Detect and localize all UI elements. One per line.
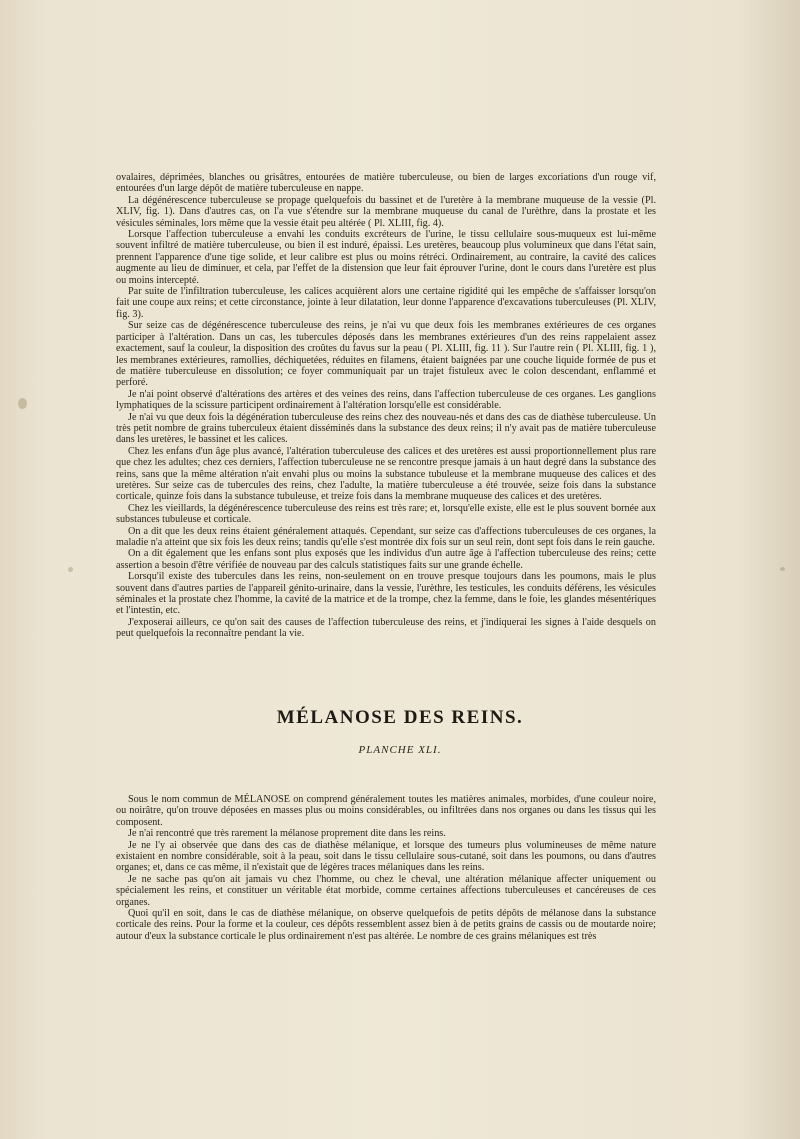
paragraph: Chez les vieillards, la dégénérescence tuberculeuse des reins est très rare; et, lorsqu'elle existe, elle est le plus souvent bornée aux substances tubuleuse et corticale. [116,502,656,526]
paragraph: On a dit que les deux reins étaient généralement attaqués. Cependant, sur seize cas d'affections tuberculeuses de ces organes, la maladie n'a atteint que six fois les deux reins; tandis qu'elle s'est montrée dix fois sur un seul rein, dont sept fois dans le rein gauche. [116,525,656,548]
paragraph: La dégénérescence tuberculeuse se propage quelquefois du bassinet et de l'uretère à la membrane muqueuse de la vessie (Pl. XLIV, fig. 1). Dans d'autres cas, on l'a vue s'étendre sur la membrane muqueuse du canal de l'urèthre, dans la prostate et les vésicules séminales, lors même que la vessie était peu altérée ( Pl. XLIII, fig. 4). [116,194,656,229]
paragraph: Sur seize cas de dégénérescence tuberculeuse des reins, je n'ai vu que deux fois les membranes extérieures de ces organes participer à l'altération. Dans un cas, les tubercules déposés dans les membranes extérieures d'un des reins rappelaient assez exactement, sauf la couleur, la disposition des croûtes du favus sur la peau ( Pl. XLIII, fig. 11 ). Sur l'autre rein ( Pl. XLIII, fig. 1 ), les membranes extérieures, ramollies, déchiquetées, réduites en filamens, étaient baignées par une couche liquide formée de pus et de matière tuberculeuse en dissolution; ce foyer communiquait par un trajet fistuleux avec le colon descendant, enflammé et perforé. [116,320,656,389]
paragraph: Lorsque l'affection tuberculeuse a envahi les conduits excréteurs de l'urine, le tissu cellulaire sous-muqueux est lui-même souvent infiltré de matière tuberculeuse, ou bien il est induré, épaissi. Les uretères, beaucoup plus volumineux que dans l'état sain, prennent l'apparence d'une tige solide, et leur calibre est plus ou moins rétréci. Ordinairement, au contraire, la cavité des calices augmente au lieu de diminuer, et cela, par l'effet de la distension que leur fait éprouver l'urine, dont le cours dans l'uretère est plus ou moins intercepté. [116,229,656,286]
paragraph: Quoi qu'il en soit, dans le cas de diathèse mélanique, on observe quelquefois de petits dépôts de mélanose dans la substance corticale des reins. Pour la forme et la couleur, ces dépôts ressemblent assez bien à de petits grains de cassis ou de moutarde noire; autour d'eux la substance corticale le plus ordinairement n'est pas altérée. Le nombre de ces grains mélaniques est très [116,908,656,942]
paragraph: Je ne l'y ai observée que dans des cas de diathèse mélanique, et lorsque des tumeurs plus volumineuses de même nature existaient en nombre considérable, soit à la peau, soit dans le tissu cellulaire sous-cutané, soit dans les poumons, ou dans d'autres organes; et, dans ce cas même, il n'existait que de légères traces mélaniques dans les reins. [116,839,656,874]
paragraph: Je n'ai vu que deux fois la dégénération tuberculeuse des reins chez des nouveau-nés et dans des cas de diathèse tuberculeuse. Un très petit nombre de grains tuberculeux étaient disséminés dans la substance des deux reins; il n'y avait pas de matière tuberculeuse dans les uretères, le bassinet et les calices. [116,411,656,446]
paragraph: ovalaires, déprimées, blanches ou grisâtres, entourées de matière tuberculeuse, ou bien de larges excoriations d'un rouge vif, entourées d'un large dépôt de matière tuberculeuse en nappe. [116,172,656,195]
paragraph: On a dit également que les enfans sont plus exposés que les individus d'un autre âge à l'affection tuberculeuse des reins; cette assertion a besoin d'être vérifiée de nouveau par des calculs statistiques faits sur une grande échelle. [116,548,656,571]
paragraph: Lorsqu'il existe des tubercules dans les reins, non-seulement on en trouve presque toujours dans les poumons, mais le plus souvent dans d'autres parties de l'appareil génito-urinaire, dans la vessie, l'urèthre, les testicules, les conduits déférens, les vésicules séminales et la prostate chez l'homme, la cavité de la matrice et de la trompe, chez la femme, dans le foie, les glandes mésentériques et l'intestin, etc. [116,571,656,617]
plate-reference: PLANCHE XLI. [358,744,442,756]
paper-stain [780,567,785,571]
paragraph: J'exposerai ailleurs, ce qu'on sait des causes de l'affection tuberculeuse des reins, et j'indiquerai les signes à l'aide desquels on peut quelquefois la reconnaître pendant la vie. [116,616,656,640]
paragraph: Je ne sache pas qu'on ait jamais vu chez l'homme, ou chez le cheval, une altération mélanique affecter uniquement ou spécialement les reins, et constituer un véritable état morbide, comme certaines affections tuberculeuses et cancéreuses de ces organes. [116,873,656,908]
section-title: MÉLANOSE DES REINS. [276,707,524,728]
paragraph: Par suite de l'infiltration tuberculeuse, les calices acquièrent alors une certaine rigidité qui les empêche de s'affaisser lorsqu'on fait une coupe aux reins; et cette circonstance, jointe à leur dilatation, leur donne l'apparence d'excavations tuberculeuses (Pl. XLIV, fig. 3). [116,286,656,320]
text-block-bottom [116,794,656,942]
paper-stain [18,398,27,409]
paragraph: Je n'ai rencontré que très rarement la mélanose proprement dite dans les reins. [128,828,446,840]
paper-stain [68,567,73,572]
text-block-top [116,172,656,640]
paragraph: Je n'ai point observé d'altérations des artères et des veines des reins, dans l'affection tuberculeuse de ces organes. Les ganglions lymphatiques de la scissure participent ordinairement à l'altération lorsqu'elle est considérable. [116,388,656,412]
paragraph: Chez les enfans d'un âge plus avancé, l'altération tuberculeuse des calices et des uretères est aussi proportionnellement plus rare que chez les adultes; chez ces derniers, l'affection tuberculeuse ne se rencontre presque jamais à un haut degré dans la substance des reins, sans que la même altération n'ait envahi plus ou moins la substance tubuleuse et la membrane muqueuse des calices et des uretères. Sur seize cas de tubercules des reins, chez l'adulte, la matière tuberculeuse a été trouvée, seize fois dans la substance corticale, quinze fois dans la substance tubuleuse, et treize fois dans la membrane muqueuse des calices et des uretères. [116,445,656,503]
paragraph: Sous le nom commun de MÉLANOSE on comprend généralement toutes les matières animales, morbides, d'une couleur noire, ou noirâtre, qu'on trouve déposées en masses plus ou moins considérables, ou infiltrées dans nos organes ou dans les tissus qui les composent. [116,794,656,828]
